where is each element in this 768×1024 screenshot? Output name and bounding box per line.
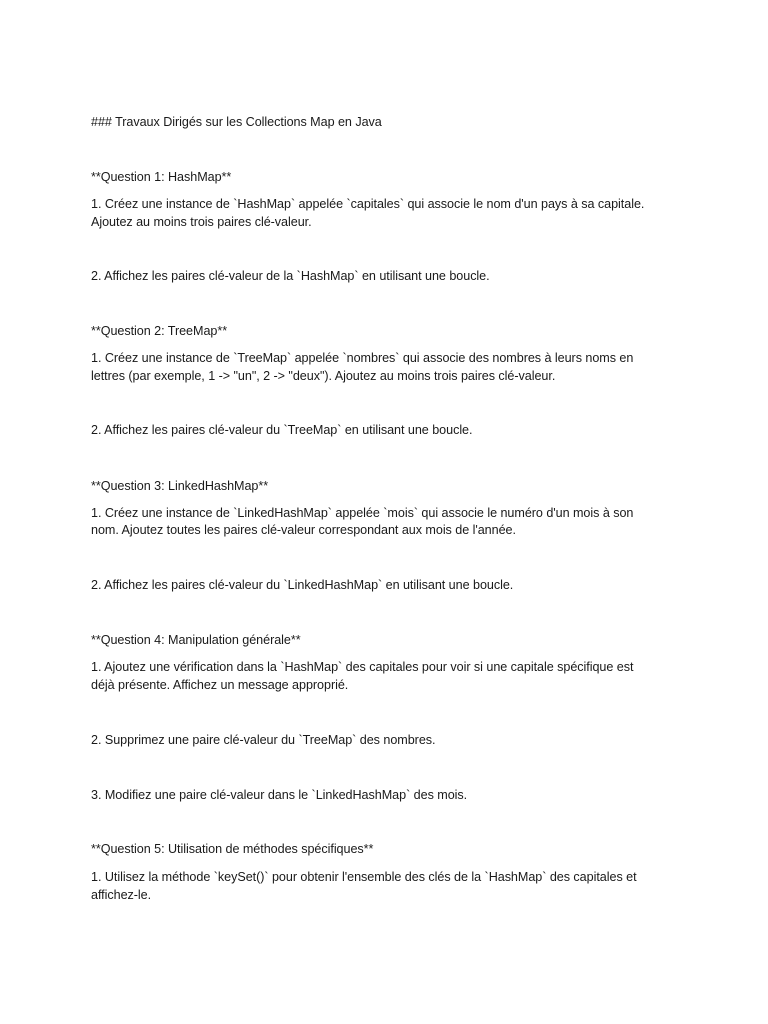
question-4-item-2: 2. Supprimez une paire clé-valeur du `TreeMap` des nombres. xyxy=(91,733,436,747)
question-1-heading: **Question 1: HashMap** xyxy=(91,170,232,184)
question-5-item-1-line-2: affichez-le. xyxy=(91,888,152,902)
question-1-item-1-line-2: Ajoutez au moins trois paires clé-valeur. xyxy=(91,215,312,229)
question-4-item-1-line-2: déjà présente. Affichez un message approprié. xyxy=(91,678,349,692)
question-3-item-2: 2. Affichez les paires clé-valeur du `LinkedHashMap` en utilisant une boucle. xyxy=(91,578,514,592)
question-2-item-1-line-2: lettres (par exemple, 1 -> "un", 2 -> "deux"). Ajoutez au moins trois paires clé-valeur. xyxy=(91,369,556,383)
question-4-heading: **Question 4: Manipulation générale** xyxy=(91,633,301,647)
question-3-item-1-line-2: nom. Ajoutez toutes les paires clé-valeur correspondant aux mois de l'année. xyxy=(91,523,516,537)
question-4-item-1-line-1: 1. Ajoutez une vérification dans la `HashMap` des capitales pour voir si une capitale spécifique est xyxy=(91,660,634,674)
question-3-item-1-line-1: 1. Créez une instance de `LinkedHashMap` appelée `mois` qui associe le numéro d'un mois à son xyxy=(91,506,634,520)
question-3-heading: **Question 3: LinkedHashMap** xyxy=(91,479,269,493)
question-4-item-3: 3. Modifiez une paire clé-valeur dans le `LinkedHashMap` des mois. xyxy=(91,788,468,802)
question-1-item-1-line-1: 1. Créez une instance de `HashMap` appelée `capitales` qui associe le nom d'un pays à sa capitale. xyxy=(91,197,645,211)
question-2-heading: **Question 2: TreeMap** xyxy=(91,324,228,338)
question-5-item-1-line-1: 1. Utilisez la méthode `keySet()` pour obtenir l'ensemble des clés de la `HashMap` des capitales et xyxy=(91,870,637,884)
question-2-item-2: 2. Affichez les paires clé-valeur du `TreeMap` en utilisant une boucle. xyxy=(91,423,473,437)
question-1-item-2: 2. Affichez les paires clé-valeur de la `HashMap` en utilisant une boucle. xyxy=(91,269,490,283)
question-2-item-1-line-1: 1. Créez une instance de `TreeMap` appelée `nombres` qui associe des nombres à leurs noms en xyxy=(91,351,634,365)
document-title: ### Travaux Dirigés sur les Collections Map en Java xyxy=(91,115,382,129)
question-5-heading: **Question 5: Utilisation de méthodes spécifiques** xyxy=(91,842,374,856)
